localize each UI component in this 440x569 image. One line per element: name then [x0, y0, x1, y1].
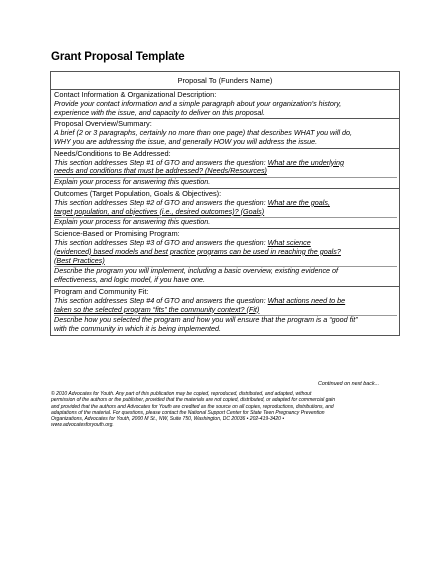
section-title: Outcomes (Target Population, Goals & Objectives): — [54, 188, 222, 198]
question-prefix: This section addresses Step #2 of GTO and answers the question: — [54, 197, 268, 207]
section-needs — [51, 149, 399, 189]
section-line: Provide your contact information and a simple paragraph about your organization's history, — [54, 98, 342, 108]
footer-line: www.advocatesforyouth.org. — [51, 422, 114, 429]
section-note: Explain your process for answering this question. — [54, 217, 397, 227]
question-text: (evidenced) based models and best practice programs can be used in reaching the goals? — [54, 246, 341, 256]
section-note: effectiveness, and logic model, if you have one. — [54, 275, 206, 285]
section-note: Explain your process for answering this question. — [54, 177, 397, 187]
question-prefix: This section addresses Step #3 of GTO and answers the question: — [54, 237, 268, 247]
continued-note: Continued on next back... — [318, 381, 380, 387]
question-text: (Best Practices) — [54, 255, 105, 265]
question-text: needs and conditions that must be addressed? (Needs/Resources) — [54, 166, 267, 176]
section-note: Describe how you selected the program and how you will ensure that the program is a “good fit” — [54, 315, 358, 325]
section-line: A brief (2 or 3 paragraphs, certainly no more than one page) that describes WHAT you will do, — [54, 128, 353, 138]
footer-line: adaptations of the material. For questions, please contact the National Support Center for State Teen Pregnancy Prevention — [51, 409, 325, 416]
question-text: taken so the selected program “fits” the community context? (Fit) — [54, 304, 260, 314]
question-text: What are the underlying — [267, 157, 344, 167]
proposal-form-table — [50, 71, 400, 336]
section-title: Science-Based or Promising Program: — [54, 229, 180, 239]
section-science-based — [51, 229, 399, 287]
question-prefix: This section addresses Step #1 of GTO and answers the question: — [54, 157, 268, 167]
section-overview — [51, 119, 399, 148]
section-note: with the community in which it is being implemented. — [54, 324, 221, 334]
footer-line: and provided that the authors and Advocates for Youth are credited as the source on all copies, reproductions, distributions, and — [51, 403, 334, 410]
question-text: target population, and objectives (i.e., desired outcomes)? (Goals) — [54, 206, 265, 216]
section-title: Program and Community Fit: — [54, 286, 149, 296]
question-text: What actions need to be — [267, 295, 346, 305]
table-header: Proposal To (Funders Name) — [51, 72, 399, 90]
footer-line: permission of the authors or the publisher, provided that the materials are not copied, distributed, or adapted for commercial gain — [51, 397, 336, 404]
footer-line: © 2010 Advocates for Youth. Any part of this publication may be copied, reproduced, distributed, and adapted, without — [51, 391, 312, 397]
document-title: Grant Proposal Template — [51, 51, 185, 63]
section-title: Needs/Conditions to Be Addressed: — [54, 148, 171, 158]
question-prefix: This section addresses Step #4 of GTO and answers the question: — [54, 295, 268, 305]
section-title: Contact Information & Organizational Description: — [54, 90, 217, 99]
question-text: What are the goals, — [267, 197, 330, 207]
section-note: Describe the program you will implement, including a basic overview, existing evidence of — [54, 266, 339, 276]
footer-line: Organizations, Advocates for Youth, 2000 M St., NW, Suite 750, Washington, DC 20036 • 202-419-3420 • — [51, 416, 285, 423]
section-line: experience with the issue, and capacity to deliver on this proposal. — [54, 107, 265, 117]
section-title: Proposal Overview/Summary: — [54, 119, 152, 129]
section-contact-info — [51, 90, 399, 119]
section-community-fit — [51, 287, 399, 335]
section-line: WHY you are addressing the issue, and generally HOW you will address the issue. — [54, 136, 318, 146]
question-text: What science — [267, 237, 311, 247]
section-outcomes — [51, 189, 399, 229]
